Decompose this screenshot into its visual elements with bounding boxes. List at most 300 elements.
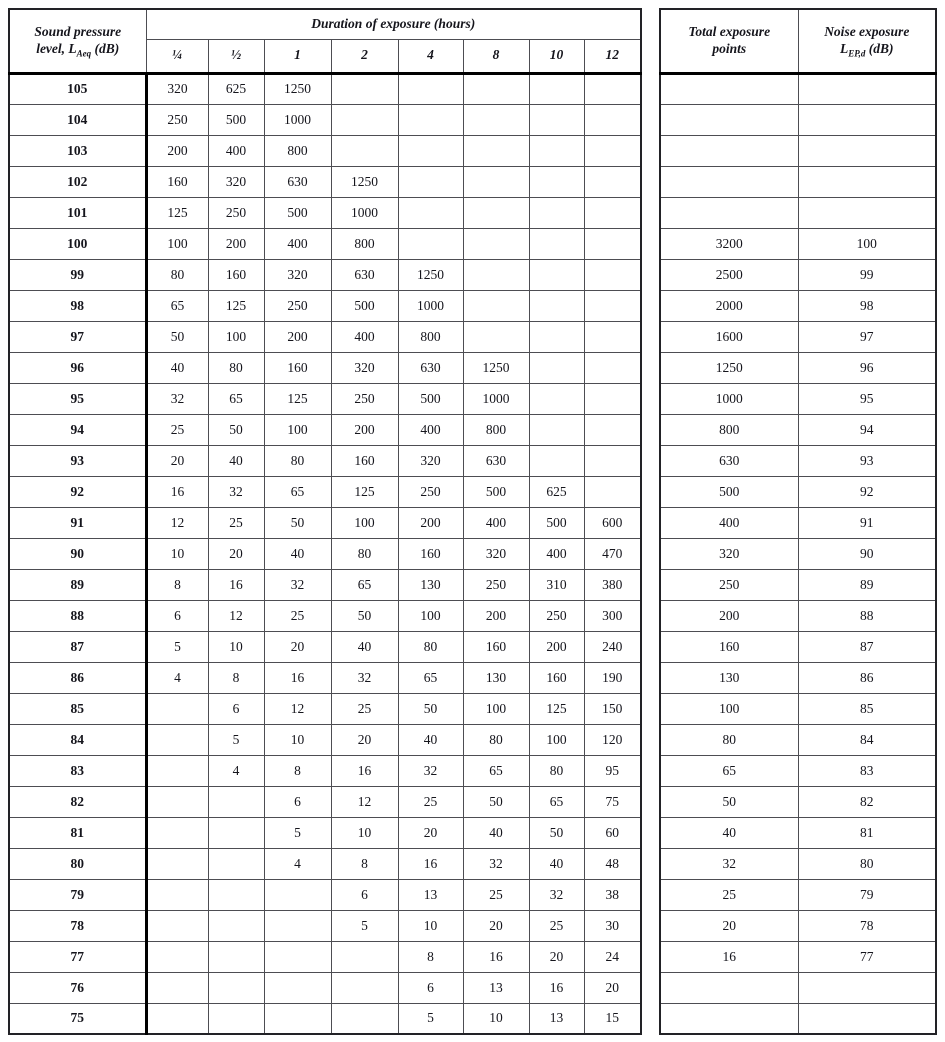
right-table-row	[660, 414, 936, 445]
exposure-points-value: 8	[398, 941, 463, 972]
exposure-points-value	[463, 197, 529, 228]
sound-pressure-level-value: 90	[9, 538, 146, 569]
exposure-points-value	[529, 197, 584, 228]
right-table-row	[660, 972, 936, 1003]
exposure-points-value: 20	[584, 972, 641, 1003]
total-exposure-points-value: 20	[660, 910, 798, 941]
exposure-points-value: 65	[463, 755, 529, 786]
exposure-points-value: 6	[146, 600, 208, 631]
sound-pressure-level-value: 102	[9, 166, 146, 197]
exposure-points-value: 1250	[331, 166, 398, 197]
exposure-points-value: 75	[584, 786, 641, 817]
exposure-points-value: 200	[208, 228, 264, 259]
exposure-points-value: 320	[264, 259, 331, 290]
exposure-points-value	[264, 941, 331, 972]
exposure-points-value: 500	[264, 197, 331, 228]
exposure-points-value: 40	[331, 631, 398, 662]
exposure-points-value	[398, 73, 463, 104]
exposure-points-value: 40	[463, 817, 529, 848]
exposure-points-value	[584, 414, 641, 445]
exposure-points-value	[529, 290, 584, 321]
sound-pressure-level-value: 77	[9, 941, 146, 972]
exposure-points-value: 80	[146, 259, 208, 290]
exposure-points-value: 15	[584, 1003, 641, 1034]
exposure-points-value: 800	[398, 321, 463, 352]
sound-pressure-level-value: 100	[9, 228, 146, 259]
total-exposure-points-value: 16	[660, 941, 798, 972]
exposure-points-value	[398, 135, 463, 166]
exposure-points-value: 400	[208, 135, 264, 166]
exposure-points-value: 160	[331, 445, 398, 476]
total-exposure-points-header: Total exposure points	[660, 9, 798, 73]
exposure-points-value: 160	[146, 166, 208, 197]
exposure-points-value: 500	[331, 290, 398, 321]
total-exposure-points-value	[660, 166, 798, 197]
duration-col-2: 2	[331, 39, 398, 73]
exposure-points-value: 25	[264, 600, 331, 631]
exposure-points-value: 5	[264, 817, 331, 848]
exposure-points-value: 240	[584, 631, 641, 662]
right-table-row	[660, 321, 936, 352]
noise-exposure-lepd-value	[798, 135, 936, 166]
total-exposure-points-value: 2500	[660, 259, 798, 290]
exposure-points-value: 32	[398, 755, 463, 786]
exposure-points-value	[331, 73, 398, 104]
total-exposure-points-value: 800	[660, 414, 798, 445]
exposure-points-value: 30	[584, 910, 641, 941]
sound-pressure-level-value: 104	[9, 104, 146, 135]
left-table-row	[9, 166, 641, 197]
total-exposure-points-value: 3200	[660, 228, 798, 259]
exposure-points-value: 4	[146, 662, 208, 693]
exposure-points-value: 40	[529, 848, 584, 879]
exposure-points-value: 16	[264, 662, 331, 693]
noise-exposure-lepd-value: 90	[798, 538, 936, 569]
exposure-points-value	[398, 166, 463, 197]
sound-pressure-level-value: 91	[9, 507, 146, 538]
exposure-points-value: 80	[529, 755, 584, 786]
exposure-points-value	[208, 879, 264, 910]
exposure-points-value: 12	[146, 507, 208, 538]
exposure-points-table	[659, 8, 937, 1035]
right-table-row	[660, 662, 936, 693]
total-exposure-points-value: 2000	[660, 290, 798, 321]
exposure-points-value	[463, 104, 529, 135]
exposure-points-value: 250	[146, 104, 208, 135]
sound-pressure-level-value: 95	[9, 383, 146, 414]
right-table-row	[660, 104, 936, 135]
exposure-points-value: 500	[529, 507, 584, 538]
sound-pressure-level-value: 101	[9, 197, 146, 228]
sound-pressure-level-value: 88	[9, 600, 146, 631]
left-table-row	[9, 1003, 641, 1034]
sound-pressure-level-value: 86	[9, 662, 146, 693]
noise-exposure-lepd-value	[798, 104, 936, 135]
exposure-points-value	[208, 972, 264, 1003]
exposure-points-value	[584, 197, 641, 228]
sound-pressure-level-value: 97	[9, 321, 146, 352]
exposure-points-value: 20	[331, 724, 398, 755]
exposure-points-value	[398, 104, 463, 135]
exposure-points-value	[529, 73, 584, 104]
exposure-points-value: 100	[463, 693, 529, 724]
exposure-points-value	[529, 135, 584, 166]
exposure-points-value: 200	[529, 631, 584, 662]
exposure-points-value: 32	[331, 662, 398, 693]
total-exposure-points-value: 250	[660, 569, 798, 600]
exposure-points-value: 470	[584, 538, 641, 569]
exposure-points-value: 150	[584, 693, 641, 724]
exposure-points-value: 65	[264, 476, 331, 507]
noise-exposure-lepd-value: 77	[798, 941, 936, 972]
exposure-points-value: 25	[331, 693, 398, 724]
exposure-points-value: 630	[331, 259, 398, 290]
exposure-points-value: 380	[584, 569, 641, 600]
exposure-points-value: 320	[331, 352, 398, 383]
exposure-points-value: 10	[331, 817, 398, 848]
right-table-row	[660, 507, 936, 538]
exposure-points-value: 125	[331, 476, 398, 507]
exposure-points-value: 1000	[398, 290, 463, 321]
exposure-points-value: 310	[529, 569, 584, 600]
right-table-row	[660, 910, 936, 941]
exposure-points-value: 25	[208, 507, 264, 538]
noise-exposure-lepd-value: 79	[798, 879, 936, 910]
exposure-points-value: 250	[331, 383, 398, 414]
spl-header-line1: Sound pressure	[34, 23, 122, 39]
exposure-points-value: 800	[463, 414, 529, 445]
exposure-points-value	[529, 383, 584, 414]
right-table-row	[660, 941, 936, 972]
left-table-row	[9, 290, 641, 321]
exposure-points-value	[331, 1003, 398, 1034]
exposure-points-value	[146, 724, 208, 755]
exposure-points-value: 1000	[264, 104, 331, 135]
sound-pressure-level-value: 89	[9, 569, 146, 600]
left-table-row	[9, 383, 641, 414]
exposure-points-value	[584, 290, 641, 321]
sound-pressure-level-value: 79	[9, 879, 146, 910]
exposure-points-value: 50	[146, 321, 208, 352]
exposure-points-value: 1000	[463, 383, 529, 414]
right-table-row	[660, 817, 936, 848]
exposure-points-value: 13	[463, 972, 529, 1003]
noise-exposure-lepd-value	[798, 73, 936, 104]
noise-exposure-lepd-value: 100	[798, 228, 936, 259]
exposure-points-value: 250	[264, 290, 331, 321]
exposure-points-value: 13	[398, 879, 463, 910]
exposure-points-value: 100	[264, 414, 331, 445]
exposure-points-value	[584, 104, 641, 135]
sound-pressure-level-value: 87	[9, 631, 146, 662]
exposure-points-value: 50	[208, 414, 264, 445]
exposure-points-value: 16	[529, 972, 584, 1003]
exposure-points-value: 125	[208, 290, 264, 321]
exposure-points-value: 600	[584, 507, 641, 538]
sound-pressure-level-value: 78	[9, 910, 146, 941]
exposure-points-value	[529, 228, 584, 259]
duration-col-8: 8	[463, 39, 529, 73]
noise-exposure-lepd-value	[798, 166, 936, 197]
left-table-row	[9, 724, 641, 755]
total-exposure-points-value: 200	[660, 600, 798, 631]
total-exposure-points-value	[660, 104, 798, 135]
exposure-points-value: 25	[146, 414, 208, 445]
exposure-points-value: 20	[463, 910, 529, 941]
noise-exposure-lepd-value: 84	[798, 724, 936, 755]
exposure-points-value: 32	[264, 569, 331, 600]
exposure-points-value: 40	[398, 724, 463, 755]
exposure-points-value: 630	[264, 166, 331, 197]
sound-pressure-level-header	[9, 9, 146, 73]
right-table-body	[660, 73, 936, 1034]
exposure-points-value: 25	[529, 910, 584, 941]
exposure-points-value: 32	[529, 879, 584, 910]
sound-pressure-level-value: 103	[9, 135, 146, 166]
exposure-points-value: 50	[264, 507, 331, 538]
exposure-points-value: 630	[398, 352, 463, 383]
noise-exposure-lepd-value	[798, 1003, 936, 1034]
exposure-points-value: 16	[146, 476, 208, 507]
total-exposure-points-value: 130	[660, 662, 798, 693]
exposure-points-value: 160	[264, 352, 331, 383]
sound-pressure-level-value: 81	[9, 817, 146, 848]
left-table-row	[9, 538, 641, 569]
total-exposure-points-value	[660, 73, 798, 104]
exposure-points-value: 250	[529, 600, 584, 631]
exposure-points-value	[331, 941, 398, 972]
total-exposure-points-value: 400	[660, 507, 798, 538]
exposure-points-value: 400	[463, 507, 529, 538]
exposure-points-value: 125	[264, 383, 331, 414]
exposure-points-value: 8	[331, 848, 398, 879]
exposure-points-value: 1250	[398, 259, 463, 290]
exposure-points-value: 32	[208, 476, 264, 507]
noise-exposure-lepd-value: 98	[798, 290, 936, 321]
noise-exposure-lepd-value: 81	[798, 817, 936, 848]
exposure-points-value: 125	[529, 693, 584, 724]
total-exposure-points-value: 25	[660, 879, 798, 910]
exposure-points-value: 50	[529, 817, 584, 848]
exposure-points-value	[208, 1003, 264, 1034]
total-exposure-points-value: 320	[660, 538, 798, 569]
left-table-row	[9, 476, 641, 507]
right-table-row	[660, 848, 936, 879]
left-table-row	[9, 104, 641, 135]
exposure-points-value	[584, 445, 641, 476]
noise-exposure-lepd-value	[798, 972, 936, 1003]
exposure-points-value: 32	[463, 848, 529, 879]
duration-col-12: 12	[584, 39, 641, 73]
exposure-points-value	[146, 879, 208, 910]
exposure-points-value: 24	[584, 941, 641, 972]
right-table-row	[660, 135, 936, 166]
right-table-row	[660, 476, 936, 507]
exposure-points-value: 100	[208, 321, 264, 352]
spl-subscript: Aeq	[76, 48, 92, 59]
noise-exposure-lepd-value: 82	[798, 786, 936, 817]
total-exposure-points-value: 1250	[660, 352, 798, 383]
sound-pressure-level-value: 85	[9, 693, 146, 724]
noise-exposure-lepd-value: 92	[798, 476, 936, 507]
exposure-points-value	[463, 259, 529, 290]
exposure-points-value: 20	[264, 631, 331, 662]
left-table-row	[9, 631, 641, 662]
exposure-points-value: 100	[146, 228, 208, 259]
exposure-points-value: 65	[208, 383, 264, 414]
right-table-row	[660, 693, 936, 724]
duration-col-10: 10	[529, 39, 584, 73]
exposure-points-value	[331, 972, 398, 1003]
exposure-points-value: 120	[584, 724, 641, 755]
total-exposure-points-value: 630	[660, 445, 798, 476]
exposure-points-value: 40	[264, 538, 331, 569]
total-exposure-points-value: 32	[660, 848, 798, 879]
exposure-points-value: 250	[398, 476, 463, 507]
exposure-points-value: 320	[146, 73, 208, 104]
sound-pressure-level-value: 82	[9, 786, 146, 817]
exposure-points-value	[208, 941, 264, 972]
left-table-row	[9, 507, 641, 538]
exposure-points-value: 4	[208, 755, 264, 786]
exposure-points-value: 100	[398, 600, 463, 631]
exposure-points-value: 250	[208, 197, 264, 228]
exposure-points-value	[146, 755, 208, 786]
exposure-points-value: 20	[208, 538, 264, 569]
noise-exposure-lepd-value: 87	[798, 631, 936, 662]
exposure-points-value: 4	[264, 848, 331, 879]
noise-exposure-lepd-value: 83	[798, 755, 936, 786]
exposure-points-value: 12	[208, 600, 264, 631]
exposure-points-value: 80	[264, 445, 331, 476]
exposure-points-value	[584, 135, 641, 166]
left-table-row	[9, 848, 641, 879]
exposure-points-value	[146, 848, 208, 879]
right-table-row	[660, 166, 936, 197]
left-table-row	[9, 600, 641, 631]
exposure-points-value	[584, 228, 641, 259]
sound-pressure-level-value: 96	[9, 352, 146, 383]
sound-pressure-level-value: 92	[9, 476, 146, 507]
exposure-points-value	[146, 693, 208, 724]
exposure-points-value: 5	[146, 631, 208, 662]
noise-exposure-lepd-value: 99	[798, 259, 936, 290]
sound-pressure-level-value: 75	[9, 1003, 146, 1034]
right-table-row	[660, 228, 936, 259]
total-exposure-points-value: 1000	[660, 383, 798, 414]
exposure-points-value	[208, 817, 264, 848]
exposure-points-value: 5	[398, 1003, 463, 1034]
exposure-points-value: 50	[463, 786, 529, 817]
right-table-row	[660, 1003, 936, 1034]
exposure-points-value: 100	[331, 507, 398, 538]
exposure-points-value: 200	[331, 414, 398, 445]
exposure-points-value: 1000	[331, 197, 398, 228]
exposure-points-value	[463, 228, 529, 259]
sound-pressure-level-value: 93	[9, 445, 146, 476]
exposure-points-value	[264, 910, 331, 941]
left-table-row	[9, 910, 641, 941]
exposure-points-value: 400	[529, 538, 584, 569]
exposure-points-value: 50	[331, 600, 398, 631]
total-exposure-points-value	[660, 135, 798, 166]
exposure-points-value: 250	[463, 569, 529, 600]
exposure-points-value: 65	[146, 290, 208, 321]
exposure-points-value: 50	[398, 693, 463, 724]
total-exposure-points-value: 50	[660, 786, 798, 817]
total-exposure-points-value: 1600	[660, 321, 798, 352]
exposure-points-value: 630	[463, 445, 529, 476]
exposure-points-value: 80	[331, 538, 398, 569]
exposure-points-value	[529, 445, 584, 476]
duration-of-exposure-header: Duration of exposure (hours)	[146, 9, 641, 39]
exposure-points-value: 320	[463, 538, 529, 569]
exposure-points-value: 10	[398, 910, 463, 941]
duration-col-half: ½	[208, 39, 264, 73]
exposure-points-value: 10	[463, 1003, 529, 1034]
noise-exposure-lepd-value: 96	[798, 352, 936, 383]
left-table-row	[9, 73, 641, 104]
exposure-points-value: 8	[208, 662, 264, 693]
noise-exposure-lepd-value: 97	[798, 321, 936, 352]
exposure-points-value	[208, 910, 264, 941]
sound-pressure-level-value: 84	[9, 724, 146, 755]
exposure-points-value: 20	[146, 445, 208, 476]
spl-header-line2: level, $L_{Aeq}$ (dB)	[36, 40, 120, 59]
sound-pressure-level-value: 105	[9, 73, 146, 104]
right-table-row	[660, 445, 936, 476]
exposure-points-value	[529, 166, 584, 197]
exposure-points-value	[146, 941, 208, 972]
exposure-points-value: 320	[208, 166, 264, 197]
total-exposure-points-value: 40	[660, 817, 798, 848]
noise-exposure-lepd-value: 78	[798, 910, 936, 941]
exposure-points-value	[146, 1003, 208, 1034]
right-table-row	[660, 290, 936, 321]
sound-pressure-level-value: 98	[9, 290, 146, 321]
left-table-row	[9, 445, 641, 476]
exposure-points-value	[584, 259, 641, 290]
exposure-points-value: 25	[463, 879, 529, 910]
exposure-points-value: 300	[584, 600, 641, 631]
exposure-points-value: 80	[398, 631, 463, 662]
duration-col-4: 4	[398, 39, 463, 73]
exposure-points-value	[146, 786, 208, 817]
exposure-points-value	[584, 383, 641, 414]
left-table-row	[9, 321, 641, 352]
exposure-points-value: 60	[584, 817, 641, 848]
exposure-points-value	[331, 135, 398, 166]
exposure-points-value: 95	[584, 755, 641, 786]
left-table-row	[9, 755, 641, 786]
exposure-points-value	[463, 290, 529, 321]
right-table-row	[660, 73, 936, 104]
left-table-row	[9, 972, 641, 1003]
exposure-points-value: 130	[398, 569, 463, 600]
exposure-points-value	[463, 321, 529, 352]
right-table-row	[660, 352, 936, 383]
exposure-points-value: 32	[146, 383, 208, 414]
right-table-row	[660, 569, 936, 600]
sound-pressure-level-value: 80	[9, 848, 146, 879]
exposure-points-value	[264, 972, 331, 1003]
exposure-points-value: 190	[584, 662, 641, 693]
noise-exposure-lepd-value: 80	[798, 848, 936, 879]
noise-exposure-lepd-value: 91	[798, 507, 936, 538]
exposure-points-value	[463, 166, 529, 197]
total-exposure-points-value: 100	[660, 693, 798, 724]
right-table-row	[660, 600, 936, 631]
